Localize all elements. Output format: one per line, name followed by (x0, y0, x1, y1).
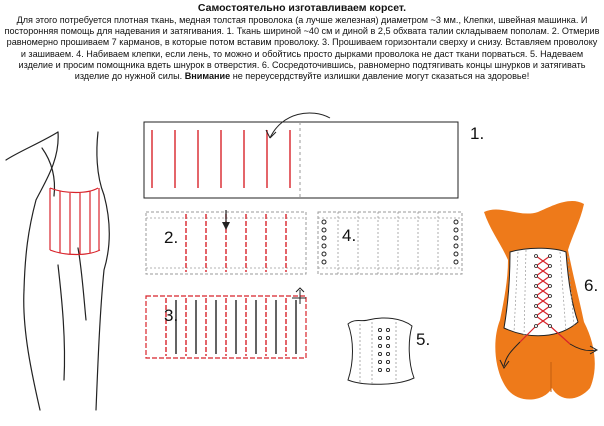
body-sketch (6, 132, 109, 410)
step-1-label: 1. (470, 124, 485, 143)
step-6-laced-corset (484, 201, 597, 400)
step-5-wrapped-corset (348, 318, 414, 384)
step-1-fabric (144, 113, 458, 198)
step-4-label: 4. (342, 226, 357, 245)
step-4-rivets (318, 212, 462, 274)
warning-emphasis: Внимание (184, 71, 231, 82)
step-6-label: 6. (584, 276, 599, 295)
instructions-text: Для этого потребуется плотная ткань, медная толстая проволока (а лучше железная) диаметром ~3 мм., Клепки, швейная машинка. И посторонняя помощь для надевания и затягивания. 1. Ткань шириной ~40 см и диной в 2,5 обхвата талии складываем пополам. 2. Отмерив равномерно прошиваем 7 карманов, в которые потом вставим проволоку. 3. Прошиваем горизонтали сверху и снизу. Вставляем проволоку и зашиваем. 4. Набиваем клепки, если лень, то можно и обойтись просто дырками проволока не даст ткани порваться. 5. Надеваем изделие и просим помощника вдеть шнурок в отверстия. 6. Сосредоточившись, равномерно подтягивать концы шнурков и затягивать изделие до нужной силы. Внимание не переусердствуйте излишки давление могут сказаться на здоровье! (4, 15, 600, 82)
step-5-label: 5. (416, 330, 431, 349)
step-3-label: 3. (164, 306, 179, 325)
step-2-label: 2. (164, 228, 179, 247)
page-title: Самостоятельно изготавливаем корсет. (197, 2, 407, 14)
sketch-corset (50, 188, 100, 255)
